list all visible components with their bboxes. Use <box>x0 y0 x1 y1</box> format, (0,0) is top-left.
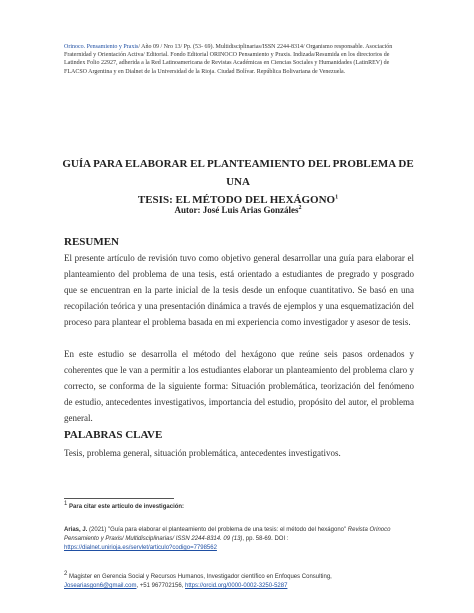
journal-link[interactable]: Orinoco. Pensamiento y Praxis <box>64 44 139 50</box>
article-title <box>60 155 416 209</box>
footnote-1-mark: 1 <box>64 501 68 507</box>
footnote-1-heading: Para citar este artículo de investigación: <box>69 504 185 510</box>
palabras-clave-heading: PALABRAS CLAVE <box>64 429 163 441</box>
author-name: Autor: José Luis Arias Gonzáles <box>174 205 299 215</box>
journal-header-note <box>64 43 412 76</box>
resumen-paragraph-1: El presente artículo de revisión tuvo como objetivo general desarrollar una guía para elaborar el planteamiento del problema de una tesis, está orientado a estudiantes de pregrado y posgrado que se encuentran en la parte inicial de la tesis desde un enfoque cuantitativo. Se basó en una recopilación teórica y una presentación dinámica a través de ejemplos y una esquematización del proceso para plantear el problema basada en mi experiencia como investigador y asesor de tesis. <box>64 253 414 327</box>
footnote-2-mark: 2 <box>64 571 68 577</box>
footnote-2 <box>64 573 414 591</box>
title-line-2: TESIS: EL MÉTODO DEL HEXÁGONO$^1$ <box>137 194 339 206</box>
resumen-paragraph-2: En este estudio se desarrolla el método del hexágono que reúne seis pasos ordenados y coherentes que le van a permitir a los estudiantes elaborar un planteamiento del problema claro y correcto, se conforma de la siguiente forma: Situación problemática, teorización del fenómeno de estudio, antecedentes investigativos, importancia del estudio, propósito del autor, el problema general. <box>64 349 414 423</box>
footnote-2-text: Magister en Gerencia Social y Recursos Humanos, Investigador científico en Enfoques Consulting, <box>69 574 332 580</box>
journal-header-text: / Año 09 / Nro 13/ Pp. (53- 69). Multidisciplinarias/ISSN 2244-8314/ Organismo responsable. Asociación Fraternidad y Orientación Activa/ Editorial. Fondo Editorial ORINOCO Pensamiento y Praxis. Indizada/Resumida en los directorios de Latindex Folio 22927, adherida a la Red Latinoamericana de Revistas Académicas en Ciencias Sociales y Humanidades (LatinREV) de FLACSO Argentina y en Dialnet de la Universidad de la Rioja. Ciudad Bolívar. República Bolivariana de Venezuela. <box>64 44 393 75</box>
author-email-link[interactable]: Josea​riasgon6@gmail.com <box>64 583 137 589</box>
title-line-1: GUÍA PARA ELABORAR EL PLANTEAMIENTO DEL PROBLEMA DE UNA <box>62 158 414 188</box>
author-phone: , +51 967702156, <box>136 583 186 589</box>
orcid-link[interactable]: https://orcid.org/0000-0002-3250-5287 <box>185 583 288 589</box>
resumen-heading: RESUMEN <box>64 236 120 248</box>
author-footnote-mark[interactable]: 2 <box>298 205 302 211</box>
palabras-clave-text: Tesis, problema general, situación problemática, antecedentes investigativos. <box>64 448 341 458</box>
footnote-1-citation: Arias, J. (2021) "Guía para elaborar el planteamiento del problema de una tesis: el método del hexágono" Revista Orinoco Pensamiento y Praxis/ Multidisciplinarias/ ISSN 2244-8314. 09 (13), pp. 58-69. DOI : https://dialnet.unirioja.es/servlet/articulo?codigo=7798562 <box>64 527 391 551</box>
author-line <box>60 205 416 215</box>
footnote-1-dialnet-link[interactable]: https://dialnet.unirioja.es/servlet/articulo?codigo=7798562 <box>64 545 217 551</box>
title-footnote-mark[interactable]: 1 <box>335 194 339 201</box>
footnote-1-label <box>64 503 414 512</box>
footnote-divider <box>64 498 174 499</box>
